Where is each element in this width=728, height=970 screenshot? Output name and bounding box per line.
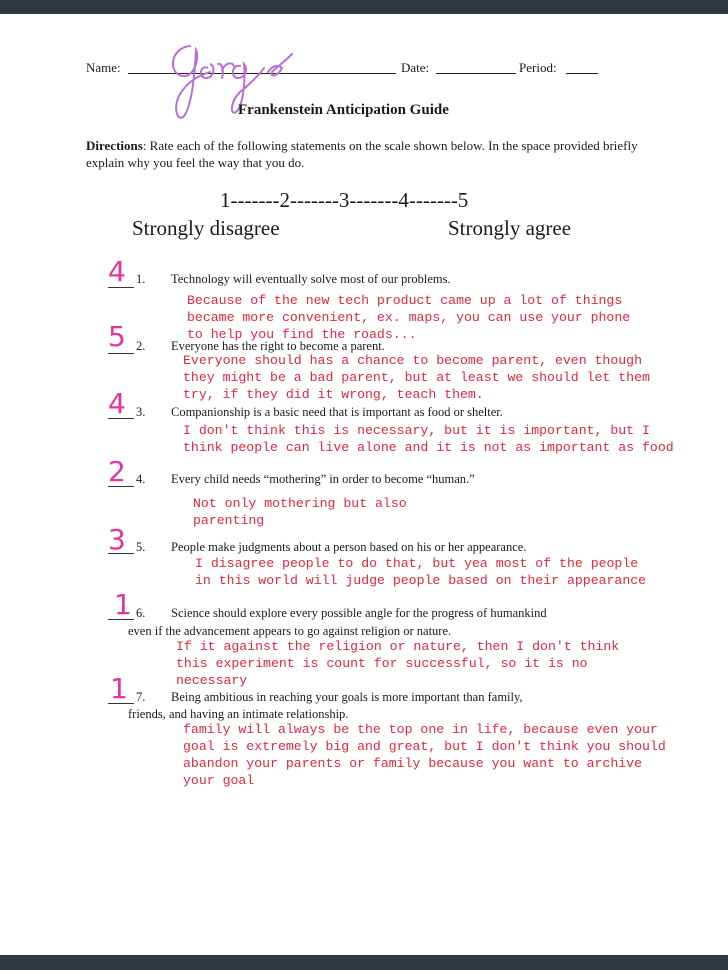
scale-right-label: Strongly agree — [448, 216, 572, 240]
scale-left-label: Strongly disagree — [132, 216, 280, 240]
rating-7: 1 — [110, 672, 128, 705]
page-title: Frankenstein Anticipation Guide — [238, 102, 449, 118]
statement-3: Companionship is a basic need that is important as food or shelter. — [171, 405, 503, 419]
answer-6 — [176, 638, 619, 689]
directions-text: : Rate each of the following statements on the scale shown below. In the space provided briefly explain why you feel the way that you do. — [86, 138, 638, 170]
answer-line: I disagree people to do that, but yea most of the people — [195, 556, 639, 571]
answer-3 — [183, 422, 674, 456]
rating-line — [108, 553, 134, 554]
name-label: Name: — [86, 60, 121, 75]
item-number: 2. — [136, 339, 146, 353]
rating-3: 4 — [108, 387, 126, 420]
item-number: 1. — [136, 272, 146, 286]
statement-7-continued: friends, and having an intimate relationship. — [128, 707, 349, 721]
answer-line: Everyone should has a chance to become parent, even though — [183, 353, 642, 368]
rating-line — [108, 619, 134, 620]
answer-4 — [193, 495, 407, 529]
answer-line: think people can live alone and it is not as important as food — [183, 440, 674, 455]
top-bar — [0, 0, 728, 14]
directions-label: Directions — [86, 138, 143, 153]
date-blank — [436, 73, 516, 74]
directions — [86, 137, 656, 171]
statement-4: Every child needs “mothering” in order to become “human.” — [171, 472, 475, 486]
rating-5: 3 — [108, 523, 126, 556]
statement-6: Science should explore every possible angle for the progress of humankind — [171, 606, 547, 620]
answer-7 — [183, 721, 666, 789]
item-number: 5. — [136, 540, 146, 554]
rating-1: 4 — [108, 255, 126, 288]
rating-line — [108, 418, 134, 419]
answer-line: family will always be the top one in life, because even your — [183, 722, 658, 737]
answer-line: necessary — [176, 673, 248, 688]
item-number: 3. — [136, 405, 146, 419]
scale-numbers: 1-------2-------3-------4-------5 — [220, 188, 469, 212]
answer-line: parenting — [193, 513, 265, 528]
answer-line: in this world will judge people based on their appearance — [195, 573, 647, 588]
rating-line — [108, 703, 134, 704]
statement-7: Being ambitious in reaching your goals is more important than family, — [171, 690, 523, 704]
rating-2: 5 — [108, 320, 126, 353]
statement-1: Technology will eventually solve most of our problems. — [171, 272, 451, 286]
answer-1 — [187, 292, 630, 343]
answer-line: to help you find the roads... — [187, 327, 417, 342]
answer-line: If it against the religion or nature, then I don't think — [176, 639, 620, 654]
item-number: 7. — [136, 690, 146, 704]
statement-6-continued: even if the advancement appears to go against religion or nature. — [128, 624, 452, 638]
date-label: Date: — [401, 60, 430, 75]
answer-5 — [195, 555, 646, 589]
period-label: Period: — [519, 60, 557, 75]
answer-line: try, if they did it wrong, teach them. — [183, 387, 484, 402]
answer-line: your goal — [183, 773, 255, 788]
rating-line — [108, 287, 134, 288]
statement-2: Everyone has the right to become a parent. — [171, 339, 385, 353]
item-number: 4. — [136, 472, 146, 486]
bottom-bar — [0, 955, 728, 970]
answer-2 — [183, 352, 650, 403]
answer-line: they might be a bad parent, but at least we should let them — [183, 370, 650, 385]
item-number: 6. — [136, 606, 146, 620]
rating-4: 2 — [108, 455, 126, 488]
rating-6: 1 — [114, 588, 132, 621]
answer-line: this experiment is count for successful, so it is no — [176, 656, 588, 671]
answer-line: Not only mothering but also — [193, 496, 407, 511]
period-blank — [566, 73, 598, 74]
rating-line — [108, 353, 134, 354]
answer-line: Because of the new tech product came up a lot of things — [187, 293, 623, 308]
rating-line — [108, 486, 134, 487]
answer-line: abandon your parents or family because you want to archive — [183, 756, 642, 771]
answer-line: became more convenient, ex. maps, you can use your phone — [187, 310, 631, 325]
answer-line: I don't think this is necessary, but it is important, but I — [183, 423, 650, 438]
answer-line: goal is extremely big and great, but I don't think you should — [183, 739, 666, 754]
statement-5: People make judgments about a person based on his or her appearance. — [171, 540, 527, 554]
